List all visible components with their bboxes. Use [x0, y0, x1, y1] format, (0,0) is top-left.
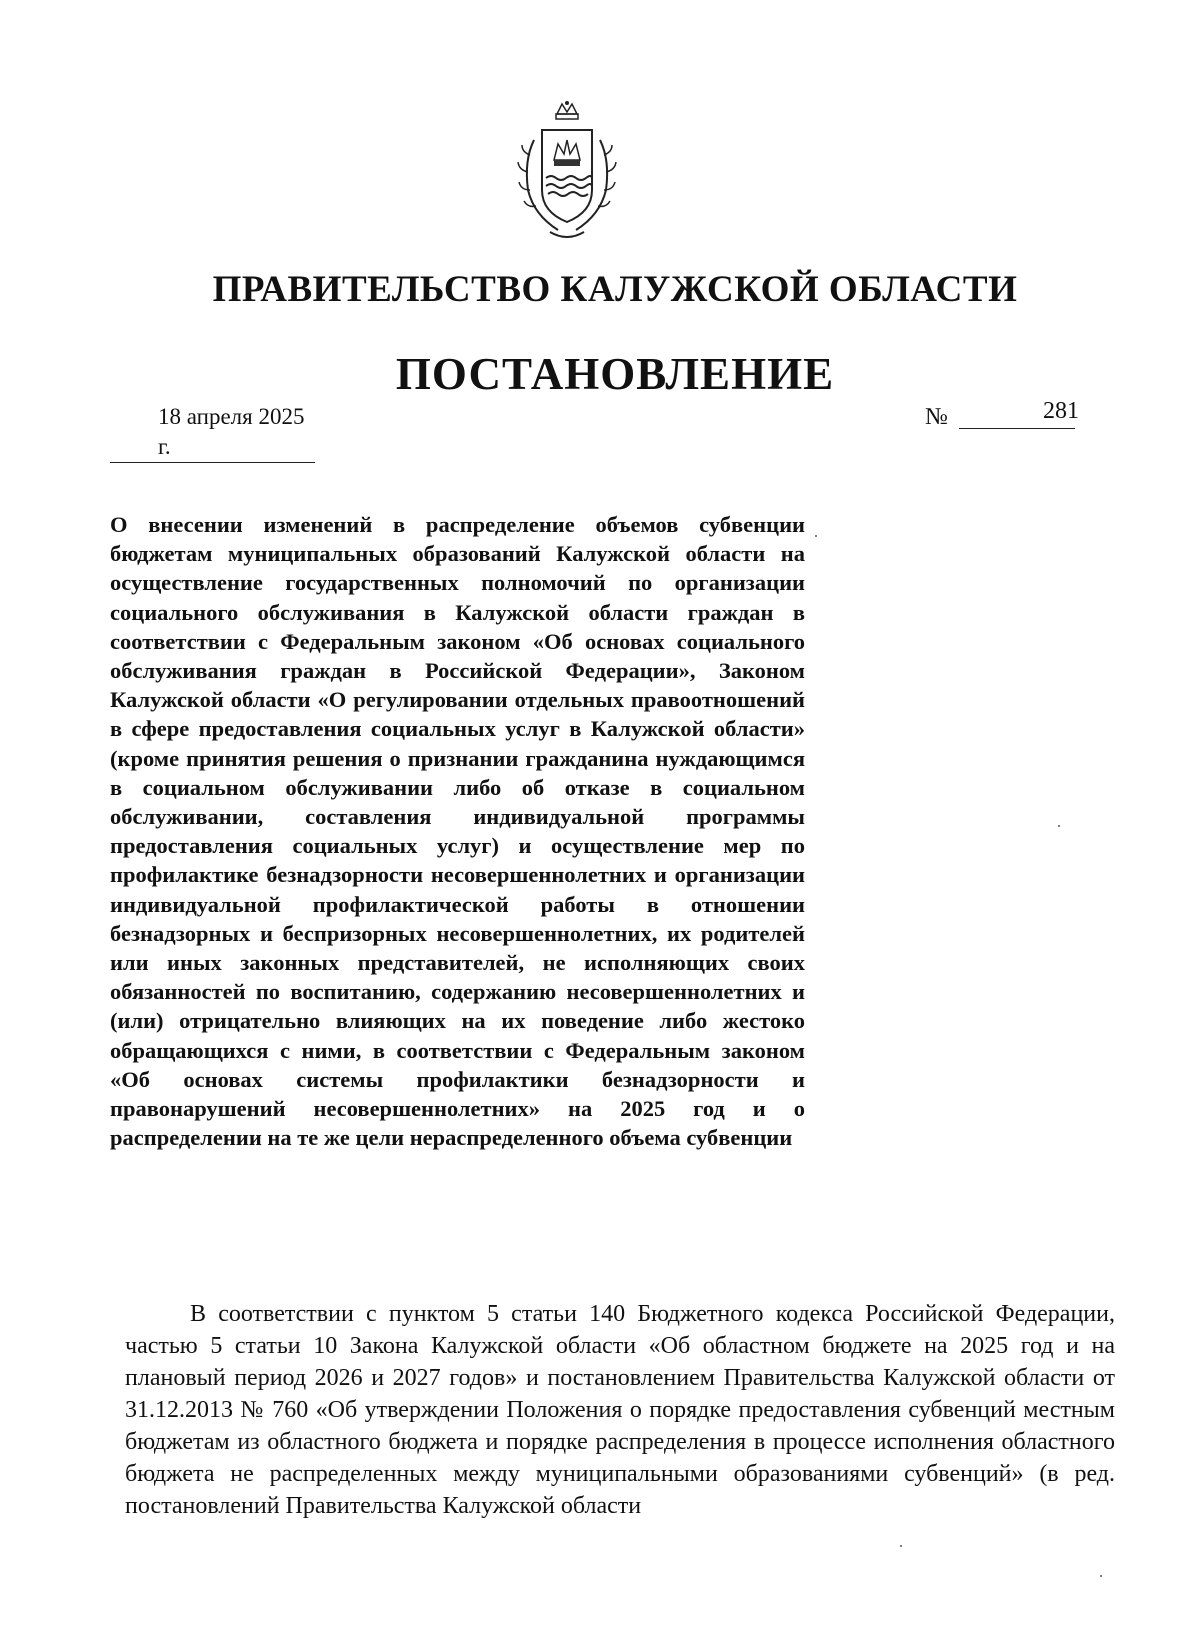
- document-number: 281: [1043, 398, 1079, 424]
- number-sign: №: [925, 404, 948, 430]
- government-title: ПРАВИТЕЛЬСТВО КАЛУЖСКОЙ ОБЛАСТИ: [212, 269, 1018, 310]
- scan-speck: [1100, 1575, 1102, 1577]
- document-date: 18 апреля 2025 г.: [158, 404, 305, 459]
- document-date-field: [110, 402, 315, 463]
- kaluga-coat-of-arms-icon: [512, 100, 622, 250]
- scan-speck: [815, 535, 817, 537]
- coat-of-arms-emblem: [512, 100, 622, 250]
- scan-speck: [900, 1545, 902, 1547]
- scan-speck: [1058, 825, 1060, 827]
- document-subject: О внесении изменений в распределение объемов субвенции бюджетам муниципальных образований Калужской области на осуществление государственных полномочий по организации социального обслуживания в Калужской области граждан в соответствии с Федеральным законом «Об основах социального обслуживания граждан в Российской Федерации», Законом Калужской области «О регулировании отдельных правоотношений в сфере предоставления социальных услуг в Калужской области» (кроме принятия решения о признании гражданина нуждающимся в социальном обслуживании либо об отказе в социальном обслуживании, составления индивидуальной программы предоставления социальных услуг) и осуществление мер по профилактике безнадзорности несовершеннолетних и организации индивидуальной профилактической работы в отношении безнадзорных и беспризорных несовершеннолетних, их родителей или иных законных представителей, не исполняющих своих обязанностей по воспитанию, содержанию несовершеннолетних и (или) отрицательно влияющих на их поведение либо жестоко обращающихся с ними, в соответствии с Федеральным законом «Об основах системы профилактики безнадзорности и правонарушений несовершеннолетних» на 2025 год и о распределении на те же цели нераспределенного объема субвенции: [110, 512, 805, 1151]
- document-body-paragraph: В соответствии с пунктом 5 статьи 140 Бюджетного кодекса Российской Федерации, частью 5 статьи 10 Закона Калужской области «Об областном бюджете на 2025 год и на плановый период 2026 и 2027 годов» и постановлением Правительства Калужской области от 31.12.2013 № 760 «Об утверждении Положения о порядке предоставления субвенций местным бюджетам из областного бюджета и порядке распределения в процессе исполнения областного бюджета не распределенных между муниципальными образованиями субвенций» (в ред. постановлений Правительства Калужской области: [125, 1301, 1115, 1519]
- document-type-title: ПОСТАНОВЛЕНИЕ: [395, 349, 835, 399]
